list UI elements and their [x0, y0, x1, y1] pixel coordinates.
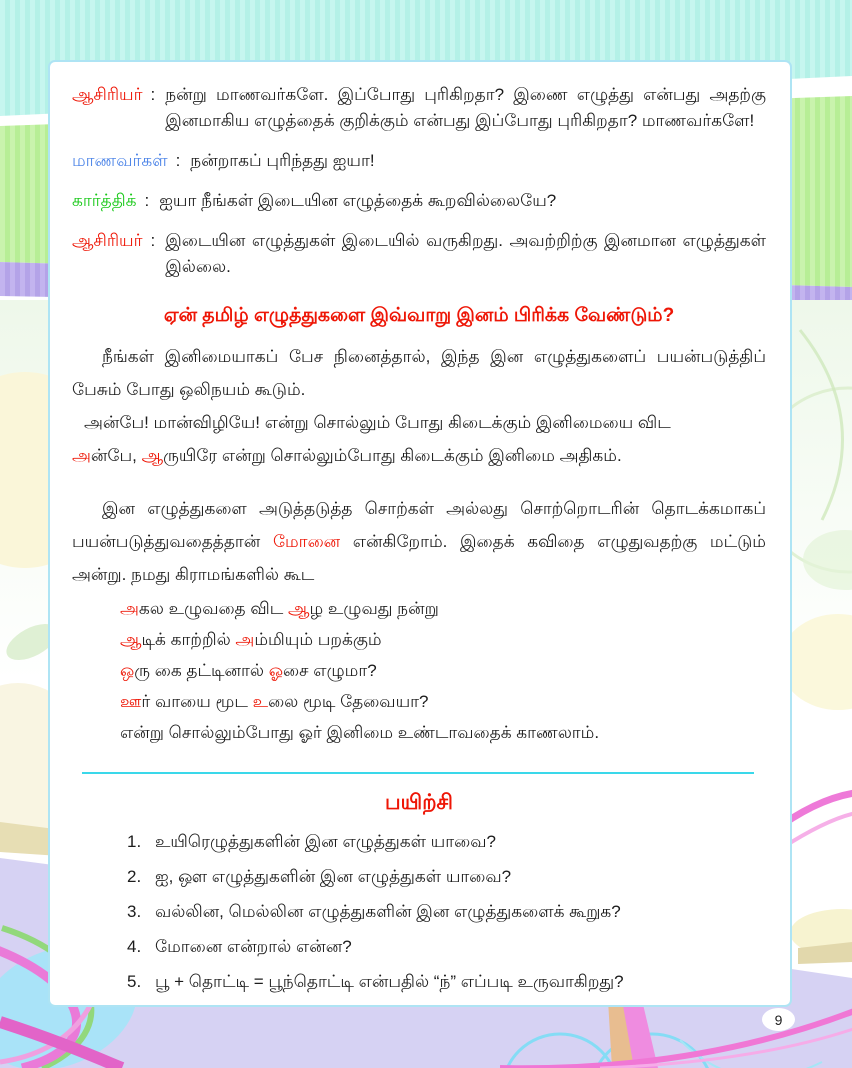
dialogue-row — [72, 188, 766, 214]
question-item — [127, 829, 766, 855]
question-number: 5. — [127, 972, 142, 991]
speaker-name: கார்த்திக் — [72, 191, 137, 210]
question-number: 2. — [127, 867, 142, 886]
question-text: ஐ, ஔ எழுத்துகளின் இன எழுத்துகள் யாவை? — [155, 867, 512, 886]
highlighted-letter: உ — [252, 692, 269, 711]
question-item — [127, 899, 766, 925]
section-divider — [82, 772, 754, 774]
section-heading: ஏன் தமிழ் எழுத்துகளை இவ்வாறு இனம் பிரிக்க வேண்டும்? — [163, 305, 675, 326]
text-segment: இன எழுத்துகளை அடுத்தடுத்த சொற்கள் அல்லது சொற்றொடரின் தொடக்கமாகப் பயன்படுத்துவதைத்தான் — [72, 499, 766, 551]
dialogue-colon: : — [150, 85, 156, 104]
question-item — [127, 934, 766, 960]
example-line-colored — [72, 439, 766, 472]
question-number: 4. — [127, 937, 142, 956]
text-segment: ன்பே, — [90, 446, 142, 465]
dialogue-section — [72, 82, 766, 280]
example-line-plain: அன்பே! மான்விழியே! என்று சொல்லும் போது கிடைக்கும் இனிமையை விட — [84, 413, 671, 432]
dialogue-text: இடையின எழுத்துகள் இடையில் வருகிறது. அவற்றிற்கு இனமான எழுத்துகள் இல்லை. — [165, 231, 766, 276]
highlighted-letter: அ — [235, 630, 255, 649]
text-segment: கல உழுவதை விட — [138, 599, 288, 618]
speaker-name: மாணவர்கள் — [72, 151, 168, 170]
verse-line — [120, 593, 766, 624]
page-number: 9 — [774, 1011, 783, 1028]
verse-line — [120, 624, 766, 655]
dialogue-text: நன்று மாணவர்களே. இப்போது புரிகிறதா? இணை எழுத்து என்பது அதற்கு இனமாகிய எழுத்தைக் குறிக்கும் என்பது இப்போது புரிகிறதா? மாணவர்களே! — [165, 85, 766, 130]
highlighted-letter: ஒ — [120, 661, 135, 680]
text-segment: ம்மியும் பறக்கும் — [254, 630, 382, 649]
text-segment: ழ உழுவது நன்று — [309, 599, 439, 618]
dialogue-row — [72, 228, 766, 280]
question-number: 1. — [127, 832, 142, 851]
text-segment: ருயிரே என்று சொல்லும்போது கிடைக்கும் இனிமை அதிகம். — [163, 446, 622, 465]
text-segment: ரு கை தட்டினால் — [134, 661, 269, 680]
dialogue-text: ஐயா நீங்கள் இடையின எழுத்தைக் கூறவில்லையே? — [159, 191, 557, 210]
highlighted-letter: அ — [72, 446, 91, 465]
highlighted-letter: ஆ — [287, 599, 310, 618]
paragraph-sweetness: நீங்கள் இனிமையாகப் பேச நினைத்தால், இந்த இன எழுத்துகளைப் பயன்படுத்திப் பேசும் போது ஒலிநயம் கூடும். — [72, 347, 766, 399]
text-segment: சை எழுமா? — [283, 661, 377, 680]
exercise-heading: பயிற்சி — [385, 791, 453, 814]
question-text: வல்லின, மெல்லின எழுத்துகளின் இன எழுத்துகளைக் கூறுக? — [155, 902, 621, 921]
speaker-name: ஆசிரியர் — [72, 231, 143, 250]
verse-line — [120, 655, 766, 686]
dialogue-text: நன்றாகப் புரிந்தது ஐயா! — [190, 151, 375, 170]
question-item — [127, 864, 766, 890]
question-item — [127, 969, 766, 995]
question-number: 3. — [127, 902, 142, 921]
dialogue-colon: : — [150, 231, 156, 250]
dialogue-colon: : — [175, 151, 181, 170]
verse-block — [72, 593, 766, 748]
text-segment: லை மூடி தேவையா? — [268, 692, 429, 711]
highlighted-letter: ஆ — [141, 446, 164, 465]
highlighted-letter: ஓ — [268, 661, 284, 680]
highlighted-letter: மோனை — [272, 532, 341, 551]
highlighted-letter: ஊ — [120, 692, 142, 711]
page-number-badge — [762, 1008, 795, 1031]
question-text: மோனை என்றால் என்ன? — [155, 937, 352, 956]
text-segment: என்று சொல்லும்போது ஓர் இனிமை உண்டாவதைக் காணலாம். — [120, 723, 600, 742]
speaker-name: ஆசிரியர் — [72, 85, 143, 104]
question-list — [72, 829, 766, 995]
paragraph-monai — [72, 492, 766, 591]
highlighted-letter: ஆ — [120, 630, 142, 649]
dialogue-colon: : — [144, 191, 150, 210]
highlighted-letter: அ — [120, 599, 139, 618]
text-segment: என்கிறோம். இதைக் கவிதை எழுதுவதற்கு மட்டும் அன்று. நமது கிராமங்களில் கூட — [72, 532, 766, 584]
question-text: உயிரெழுத்துகளின் இன எழுத்துகள் யாவை? — [155, 832, 496, 851]
content-box — [48, 60, 792, 1007]
verse-line — [120, 686, 766, 717]
dialogue-row — [72, 82, 766, 134]
verse-line — [120, 717, 766, 748]
question-text: பூ + தொட்டி = பூந்தொட்டி என்பதில் “ந்” எப்படி உருவாகிறது? — [155, 972, 624, 991]
text-segment: டிக் காற்றில் — [141, 630, 236, 649]
dialogue-row — [72, 148, 766, 174]
text-segment: ர் வாயை மூட — [141, 692, 253, 711]
